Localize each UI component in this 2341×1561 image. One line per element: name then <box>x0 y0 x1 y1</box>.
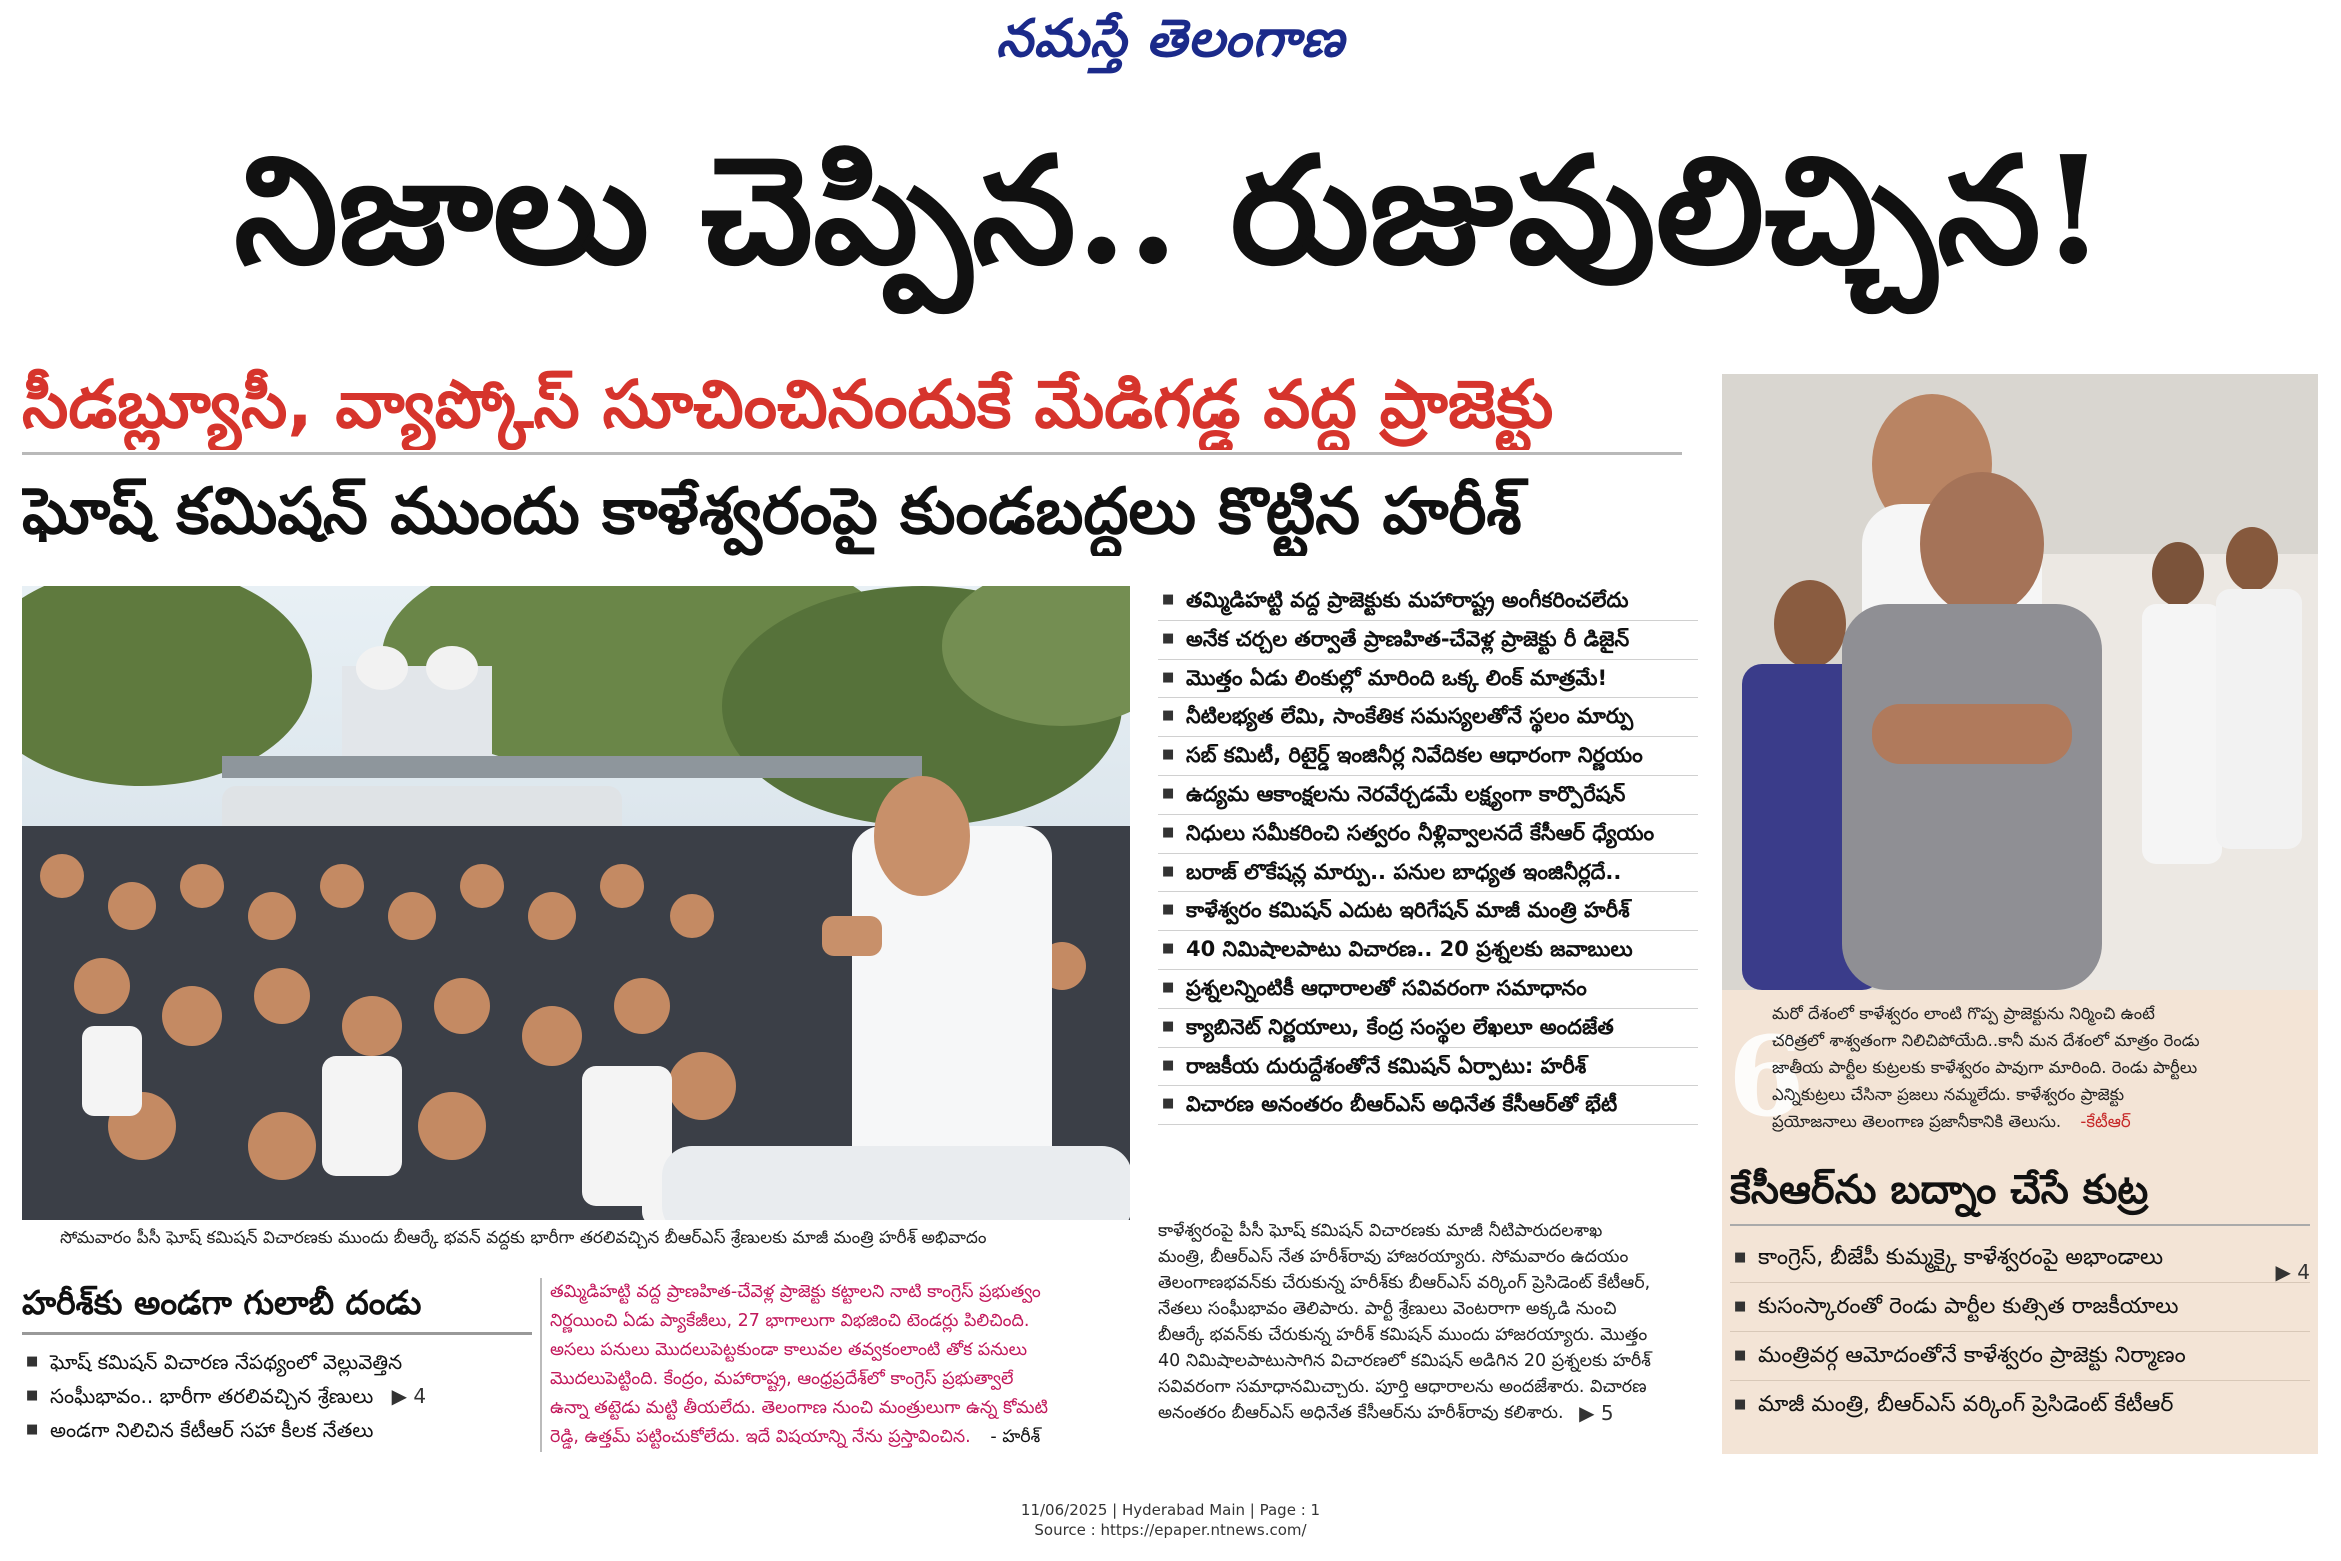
quote-line: నిర్ణయించి ఏడు ప్యాకేజీలు, 27 భాగాలుగా విభజించి టెండర్లు పిలిచింది. <box>550 1311 1030 1331</box>
highlight-item: ■ బరాజ్ లొకేషన్ల మార్పు.. పనుల బాధ్యత ఇంజినీర్లదే.. <box>1158 854 1698 893</box>
highlight-item: ■ సబ్ కమిటీ, రిటైర్డ్ ఇంజినీర్ల నివేదికల ఆధారంగా నిర్ణయం <box>1158 737 1698 776</box>
right-box-item: ■ మాజీ మంత్రి, బీఆర్ఎస్ వర్కింగ్ ప్రెసిడెంట్ కేటీఆర్ <box>1730 1381 2310 1429</box>
body-line: సవివరంగా సమాధానమిచ్చారు. పూర్తి ఆధారాలను అందజేశారు. విచారణ <box>1158 1377 1647 1397</box>
right-panel <box>1722 374 2318 1454</box>
quote-attribution: - హరీశ్ <box>990 1427 1041 1447</box>
highlight-item: ■ నిధులు సమీకరించి సత్వరం నీళ్లివ్వాలనదే కేసీఆర్ ధ్యేయం <box>1158 815 1698 854</box>
quote-line: జాతీయ పార్టీల కుట్రలకు కాళేశ్వరం పావుగా మారింది. రెండు పార్టీలు <box>1772 1058 2198 1077</box>
quote-line: అసలు పనులు మొదలుపెట్టకుండా కాలువల తవ్వకంలాంటి తోక పనులు <box>550 1340 1028 1360</box>
right-quote <box>1722 992 2318 1148</box>
left-story-box <box>22 1280 532 1447</box>
highlights-list <box>1158 582 1698 1125</box>
footer-date-page: 11/06/2025 | Hyderabad Main | Page : 1 <box>1020 1501 1321 1519</box>
divider <box>1730 1224 2310 1226</box>
highlight-item: ■ తమ్మిడిహట్టి వద్ద ప్రాజెక్టుకు మహారాష్ట్ర అంగీకరించలేదు <box>1158 582 1698 621</box>
big-quote-mark: 6 <box>1728 1012 1805 1141</box>
right-story-box <box>1730 1160 2310 1429</box>
highlight-item: ■ రాజకీయ దురుద్దేశంతోనే కమిషన్ ఏర్పాటు: హరీశ్ <box>1158 1048 1698 1087</box>
quote-line: ఉన్నా తట్టెడు మట్టి తీయలేదు. తెలంగాణ నుంచి మంత్రులుగా ఉన్న కోమటి <box>550 1398 1049 1418</box>
page-footer <box>0 1500 2341 1540</box>
main-headline: నిజాలు చెప్పిన.. రుజువులిచ్చిన! <box>234 123 2106 297</box>
highlight-item: ■ నీటిలభ్యత లేమి, సాంకేతిక సమస్యలతోనే స్థలం మార్పు <box>1158 698 1698 737</box>
quote-box <box>540 1278 1106 1476</box>
quote-line: మరో దేశంలో కాళేశ్వరం లాంటి గొప్ప ప్రాజెక్టును నిర్మించి ఉంటే <box>1772 1004 2155 1023</box>
left-box-list <box>22 1345 532 1447</box>
highlight-item: ■ మొత్తం ఏడు లింకుల్లో మారింది ఒక్క లింక్ మాత్రమే! <box>1158 660 1698 699</box>
main-photo-caption: సోమవారం పీసీ ఘోష్ కమిషన్ విచారణకు ముందు బీఆర్కే భవన్ వద్దకు భారీగా తరలివచ్చిన బీఆర్ఎస్ శ్రేణులకు మాజీ మంత్రి హరీశ్ అభివాదం <box>60 1228 987 1248</box>
highlight-item: ■ 40 నిమిషాలపాటు విచారణ.. 20 ప్రశ్నలకు జవాబులు <box>1158 931 1698 970</box>
center-article-body <box>1158 1218 1718 1428</box>
red-subheadline: సీడబ్ల్యూసీ, వ్యాప్కోస్ సూచించినందుకే మేడిగడ్డ వద్ద ప్రాజెక్టు <box>22 366 1554 443</box>
body-line: మంత్రి, బీఆర్ఎస్ నేత హరీశ్‌రావు హాజరయ్యారు. సోమవారం ఉదయం <box>1158 1247 1629 1267</box>
highlight-item: ■ విచారణ అనంతరం బీఆర్ఎస్ అధినేత కేసీఆర్‌తో భేటీ <box>1158 1086 1698 1125</box>
black-subheadline: ఘోష్ కమిషన్ ముందు కాళేశ్వరంపై కుండబద్దలు కొట్టిన హరీశ్ <box>22 475 1522 549</box>
page-reference[interactable]: ▶ 4 <box>2275 1260 2310 1283</box>
right-box-item: ■ మంత్రివర్గ ఆమోదంతోనే కాళేశ్వరం ప్రాజెక్టు నిర్మాణం <box>1730 1332 2310 1381</box>
page-reference[interactable]: ▶ 5 <box>1579 1401 1614 1425</box>
highlight-item: ■ కాళేశ్వరం కమిషన్ ఎదుట ఇరిగేషన్ మాజీ మంత్రి హరీశ్ <box>1158 892 1698 931</box>
body-line: కాళేశ్వరంపై పీసీ ఘోష్ కమిషన్ విచారణకు మాజీ నీటిపారుదలశాఖ <box>1158 1221 1603 1241</box>
left-box-item: ■ అండగా నిలిచిన కేటీఆర్ సహా కీలక నేతలు <box>22 1413 532 1447</box>
body-line: బీఆర్కే భవన్‌కు చేరుకున్న హరీశ్ కమిషన్ ముందు హాజరయ్యారు. మొత్తం <box>1158 1325 1648 1345</box>
highlight-item: ■ క్యాబినెట్ నిర్ణయాలు, కేంద్ర సంస్థల లేఖలూ అందజేత <box>1158 1009 1698 1048</box>
left-box-item-continuation: ■ సంఘీభావం.. భారీగా తరలివచ్చిన శ్రేణులు ▶ 4 <box>22 1379 532 1413</box>
body-line: 40 నిమిషాలపాటుసాగిన విచారణలో కమిషన్ అడిగిన 20 ప్రశ్నలకు హరీశ్ <box>1158 1351 1651 1371</box>
quote-line: రెడ్డి, ఉత్తమ్ పట్టించుకోలేదు. ఇదే విషయాన్ని నేను ప్రస్తావించిన. <box>550 1427 971 1447</box>
page-reference[interactable]: ▶ 4 <box>391 1384 427 1408</box>
quote-line: మొదలుపెట్టింది. కేంద్రం, మహారాష్ట్ర, ఆంధ్రప్రదేశ్‌లో కాంగ్రెస్ ప్రభుత్వాలే <box>550 1369 1014 1389</box>
body-line: నేతలు సంఘీభావం తెలిపారు. పార్టీ శ్రేణులు వెంటరాగా అక్కడి నుంచి <box>1158 1299 1617 1319</box>
main-news-photo <box>22 586 1130 1220</box>
quote-line: చరిత్రలో శాశ్వతంగా నిలిచిపోయేది..కానీ మన దేశంలో మాత్రం రెండు <box>1772 1031 2200 1050</box>
quote-attribution: -కేటీఆర్ <box>2080 1112 2131 1131</box>
crowd-photo-illustration <box>22 586 1130 1220</box>
left-box-item: ■ ఘోష్ కమిషన్ విచారణ నేపథ్యంలో వెల్లువెత్తిన <box>22 1345 532 1379</box>
highlight-item: ■ ప్రశ్నలన్నింటికీ ఆధారాలతో సవివరంగా సమాధానం <box>1158 970 1698 1009</box>
ktr-hug-photo <box>1722 374 2318 990</box>
body-line: అనంతరం బీఆర్ఎస్ అధినేత కేసీఆర్‌ను హరీశ్‌రావు కలిశారు. <box>1158 1403 1564 1423</box>
right-box-item: ■ కుసంస్కారంతో రెండు పార్టీల కుత్సిత రాజకీయాలు <box>1730 1283 2310 1332</box>
right-box-title: కేసీఆర్‌ను బద్నాం చేసే కుట్ర <box>1730 1167 2149 1213</box>
divider <box>22 1332 532 1335</box>
right-box-item: ■ కాంగ్రెస్, బీజేపీ కుమ్మక్కై కాళేశ్వరంపై అభాండాలు ▶ 4 <box>1730 1234 2310 1283</box>
quote-line: తమ్మిడిహట్టి వద్ద ప్రాణహిత-చేవెళ్ల ప్రాజెక్టు కట్టాలని నాటి కాంగ్రెస్ ప్రభుత్వం <box>550 1282 1041 1302</box>
divider <box>22 452 1682 455</box>
newspaper-masthead: నమస్తే తెలంగాణ <box>996 8 1345 69</box>
body-line: తెలంగాణభవన్‌కు చేరుకున్న హరీశ్‌కు బీఆర్ఎస్ వర్కింగ్ ప్రెసిడెంట్ కేటీఆర్, <box>1158 1273 1651 1293</box>
highlight-item: ■ అనేక చర్చల తర్వాతే ప్రాణహిత-చేవెళ్ల ప్రాజెక్టు రీ డిజైన్ <box>1158 621 1698 660</box>
quote-line: ప్రయోజనాలు తెలంగాణ ప్రజానీకానికి తెలుసు. <box>1772 1112 2062 1131</box>
left-box-title: హరీశ్‌కు అండగా గులాబీ దండు <box>22 1283 422 1322</box>
quote-line: ఎన్నికుట్రలు చేసినా ప్రజలు నమ్మలేదు. కాళేశ్వరం ప్రాజెక్టు <box>1772 1085 2125 1104</box>
hug-photo-illustration <box>1722 374 2318 990</box>
right-box-list <box>1730 1234 2310 1429</box>
footer-source-link[interactable]: Source : https://epaper.ntnews.com/ <box>1034 1521 1307 1539</box>
highlight-item: ■ ఉద్యమ ఆకాంక్షలను నెరవేర్చడమే లక్ష్యంగా కార్పొరేషన్ <box>1158 776 1698 815</box>
